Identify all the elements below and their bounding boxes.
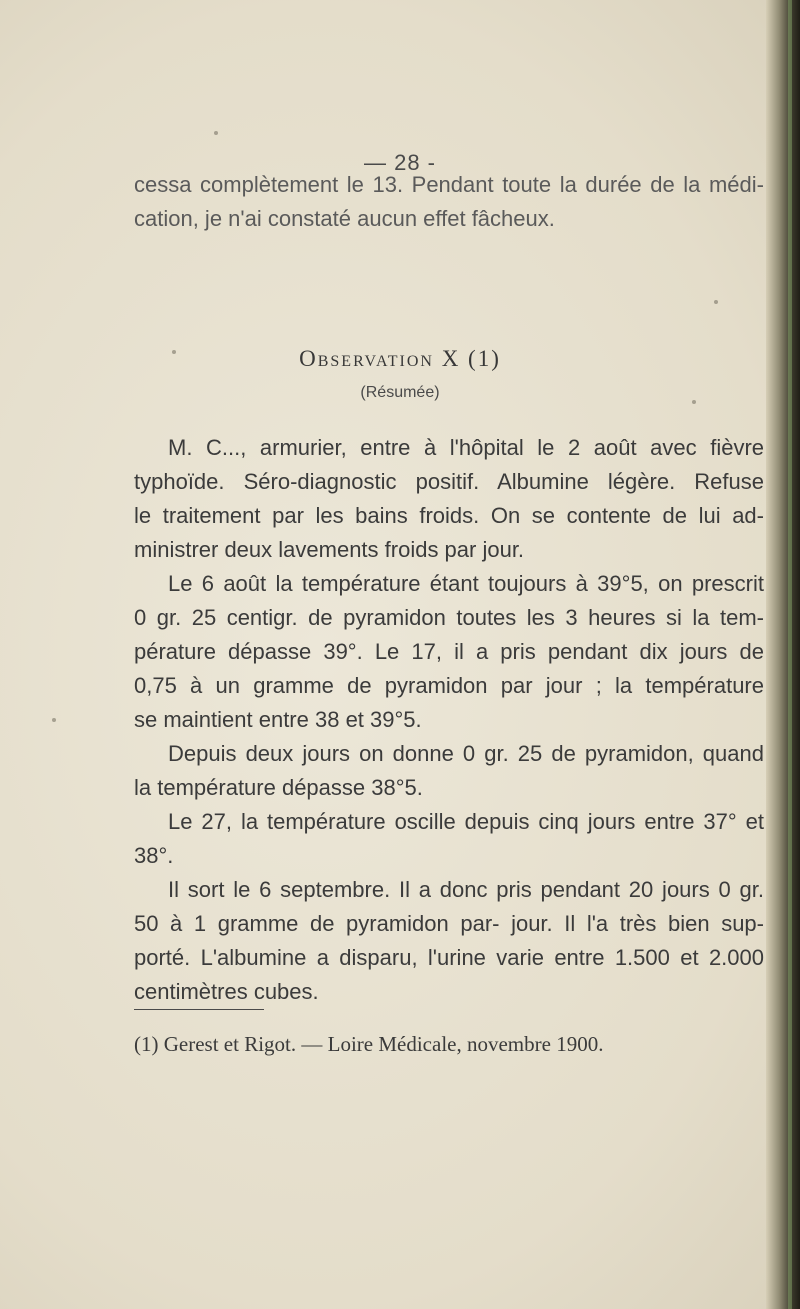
paper-speck (714, 300, 718, 304)
text-line: 50 à 1 gramme de pyramidon par- jour. Il l'a très bien sup- (134, 911, 764, 936)
text-line: 0,75 à un gramme de pyramidon par jour ; la température (134, 673, 764, 698)
page-edge-shadow (766, 0, 800, 1309)
paragraph (134, 737, 764, 805)
text-line: la température dépasse 38°5. (134, 775, 423, 800)
paragraph (134, 431, 764, 567)
observation-title: Observation X (1) (299, 346, 501, 371)
paper-speck (52, 718, 56, 722)
intro-paragraph (134, 168, 764, 236)
text-line: porté. L'albumine a disparu, l'urine varie entre 1.500 et 2.000 (134, 945, 764, 970)
paper-speck (214, 131, 218, 135)
text-line: cation, je n'ai constaté aucun effet fâcheux. (134, 206, 555, 231)
paragraph (134, 567, 764, 737)
footnote-rule (134, 1009, 264, 1010)
observation-body (134, 431, 764, 1009)
text-line: 0 gr. 25 centigr. de pyramidon toutes les 3 heures si la tem- (134, 605, 764, 630)
text-line: M. C..., armurier, entre à l'hôpital le 2 août avec fièvre (168, 435, 764, 460)
text-line: Il sort le 6 septembre. Il a donc pris pendant 20 jours 0 gr. (168, 877, 764, 902)
text-line: pérature dépasse 39°. Le 17, il a pris pendant dix jours de (134, 639, 764, 664)
text-line: le traitement par les bains froids. On se contente de lui ad- (134, 503, 764, 528)
text-line: centimètres cubes. (134, 979, 319, 1004)
page-edge-binding (788, 0, 792, 1309)
paragraph (134, 805, 764, 873)
text-line: Depuis deux jours on donne 0 gr. 25 de pyramidon, quand (168, 741, 764, 766)
text-line: cessa complètement le 13. Pendant toute la durée de la médi- (134, 172, 764, 197)
text-line: Le 27, la température oscille depuis cinq jours entre 37° et (168, 809, 764, 834)
paragraph (134, 873, 764, 1009)
observation-subtitle: (Résumée) (360, 384, 440, 401)
page-number: — 28 - (363, 150, 437, 175)
text-line: Le 6 août la température étant toujours à 39°5, on prescrit (168, 571, 764, 596)
text-line: se maintient entre 38 et 39°5. (134, 707, 422, 732)
footnote: (1) Gerest et Rigot. — Loire Médicale, novembre 1900. (134, 1032, 604, 1056)
text-line: ministrer deux lavements froids par jour. (134, 537, 525, 562)
text-line: typhoïde. Séro-diagnostic positif. Albumine légère. Refuse (134, 469, 764, 494)
text-line: 38°. (134, 843, 174, 868)
